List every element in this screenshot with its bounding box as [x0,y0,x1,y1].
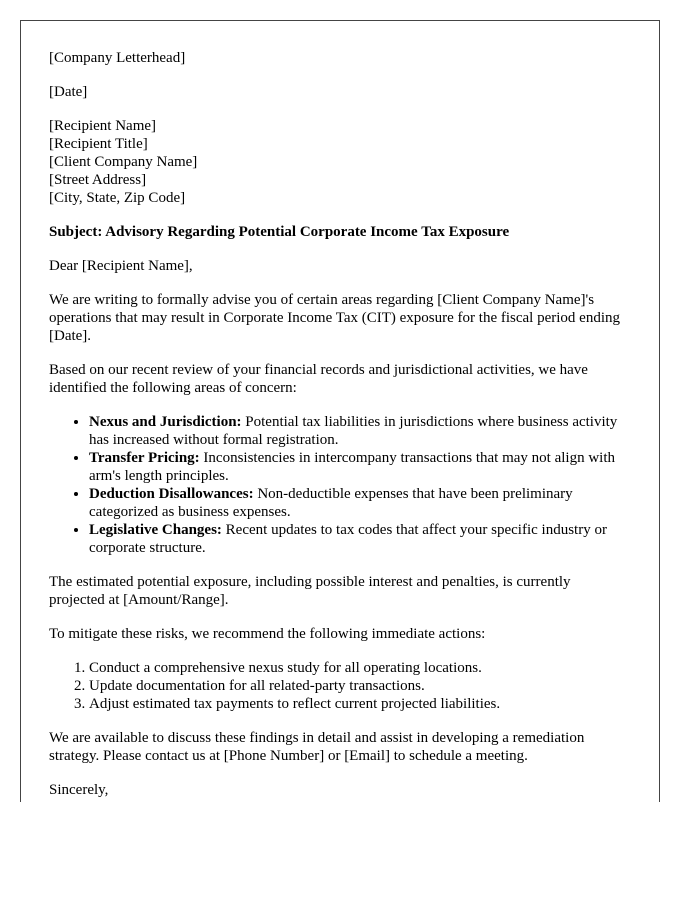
recipient-company: [Client Company Name] [49,154,198,170]
recipient-city: [City, State, Zip Code] [49,190,186,206]
concerns-list [49,413,629,557]
concern-text: Recent updates to tax codes that affect your specific industry or corporate structure. [89,522,607,556]
recipient-street: [Street Address] [49,172,147,188]
intro-paragraph: We are writing to formally advise you of certain areas regarding [Client Company Name]'s operations that may result in Corporate Income Tax (CIT) exposure for the fiscal period ending [Date]. [49,292,620,344]
list-item [89,485,629,521]
concern-title: Deduction Disallowances: [89,486,254,502]
subject-line: Subject: Advisory Regarding Potential Corporate Income Tax Exposure [49,224,510,240]
recipient-title: [Recipient Title] [49,136,148,152]
letter-date: [Date] [49,84,88,100]
concern-title: Legislative Changes: [89,522,222,538]
concern-text: Potential tax liabilities in jurisdictions where business activity has increased without formal registration. [89,414,618,448]
recipient-address [49,117,629,207]
list-item [89,413,629,449]
concern-text: Inconsistencies in intercompany transactions that may not align with arm's length principles. [89,450,615,484]
list-item: 1. Conduct a comprehensive nexus study for all operating locations. [89,659,629,677]
actions-list [49,659,629,713]
letterhead: [Company Letterhead] [49,50,186,66]
recipient-name: [Recipient Name] [49,118,157,134]
concern-title: Transfer Pricing: [89,450,200,466]
concern-text: Non-deductible expenses that have been preliminary categorized as business expenses. [89,486,573,520]
concern-title: Nexus and Jurisdiction: [89,414,242,430]
list-item: 2. Update documentation for all related-party transactions. [89,677,629,695]
letter-body [49,49,629,802]
salutation: Dear [Recipient Name], [49,258,193,274]
letter-page [20,20,660,802]
closing: Sincerely, [49,782,109,798]
contact-paragraph: We are available to discuss these findings in detail and assist in developing a remediation strategy. Please contact us at [Phone Number] or [Email] to schedule a meeting. [49,730,585,764]
review-paragraph: Based on our recent review of your financial records and jurisdictional activities, we have identified the following areas of concern: [49,362,588,396]
mitigation-paragraph: To mitigate these risks, we recommend the following immediate actions: [49,626,486,642]
list-item [89,449,629,485]
exposure-paragraph: The estimated potential exposure, including possible interest and penalties, is currently projected at [Amount/Range]. [49,574,571,608]
list-item: 3. Adjust estimated tax payments to reflect current projected liabilities. [89,695,629,713]
list-item [89,521,629,557]
